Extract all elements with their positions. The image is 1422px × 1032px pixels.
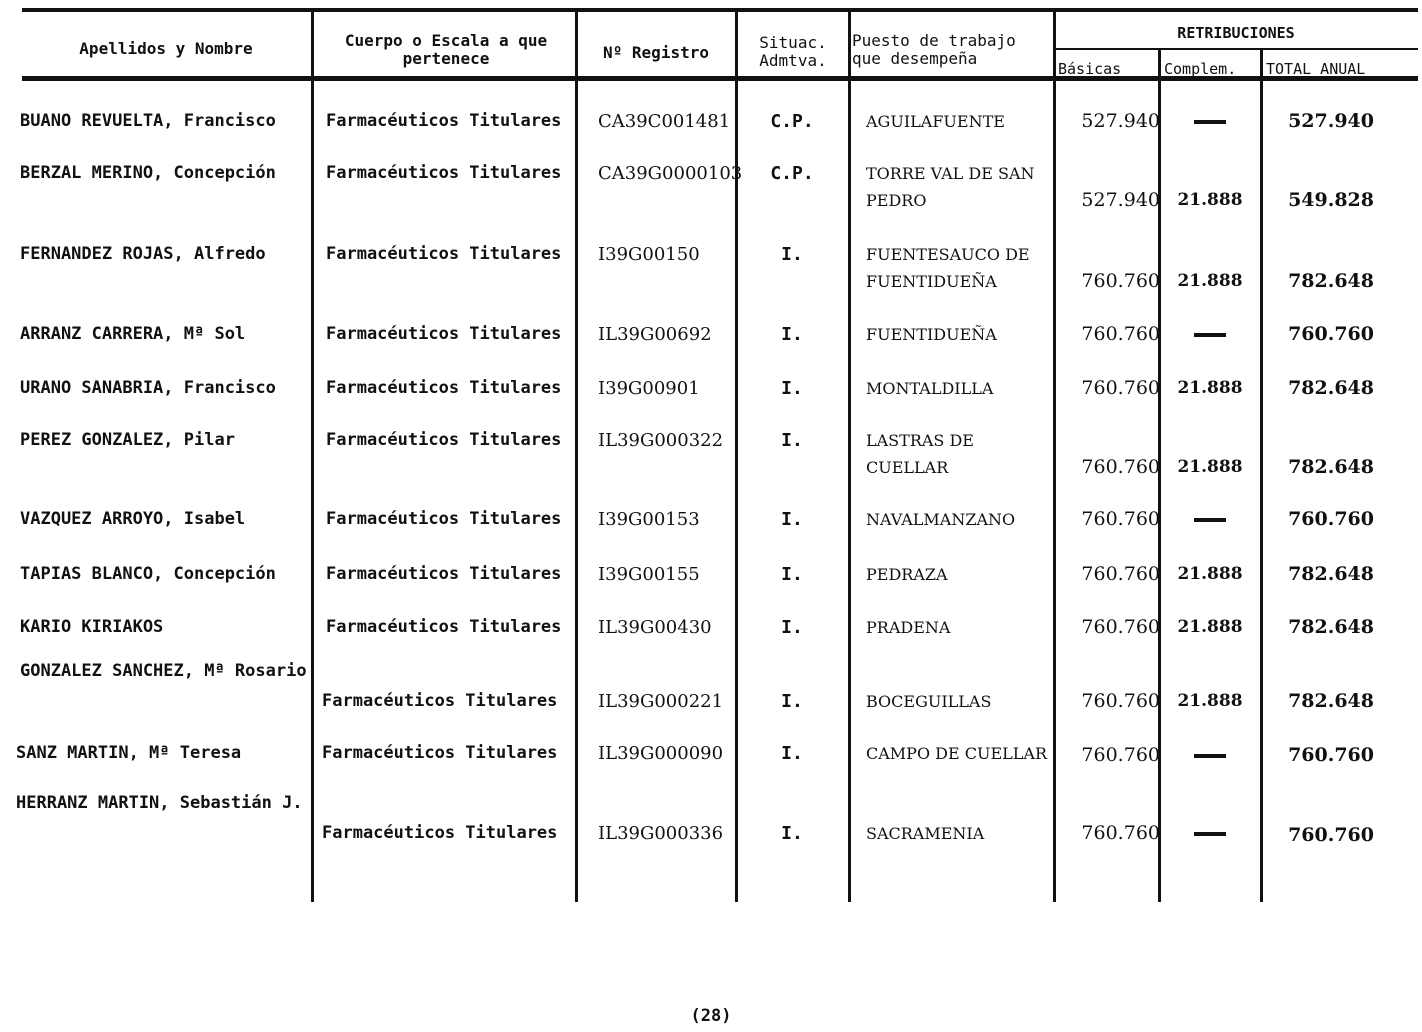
row-basicas: 760.760	[1081, 563, 1160, 585]
column-divider-7	[1260, 50, 1263, 902]
row-basicas: 760.760	[1081, 822, 1160, 844]
row-puesto: PRADENA	[866, 618, 951, 637]
row-situacion: I.	[781, 823, 803, 844]
column-divider-3	[735, 12, 738, 902]
row-puesto: CAMPO DE CUELLAR	[866, 744, 1047, 763]
row-total: 782.648	[1288, 377, 1374, 399]
header-complem: Complem.	[1164, 60, 1237, 78]
row-nombre: PEREZ GONZALEZ, Pilar	[20, 430, 235, 450]
row-situacion: I.	[781, 564, 803, 585]
retribuciones-rule	[1054, 48, 1418, 50]
row-complem: 21.888	[1177, 271, 1243, 291]
row-registro: I39G00150	[598, 244, 700, 265]
row-situacion: I.	[781, 430, 803, 451]
row-total: 782.648	[1288, 690, 1374, 712]
row-situacion: I.	[781, 743, 803, 764]
row-basicas: 760.760	[1081, 377, 1160, 399]
row-complem	[1162, 321, 1258, 348]
row-complem: 21.888	[1177, 564, 1243, 584]
dash-mark	[1194, 120, 1226, 124]
row-basicas: 760.760	[1081, 616, 1160, 638]
row-basicas: 760.760	[1081, 270, 1160, 292]
header-cuerpo: Cuerpo o Escala a que pertenece	[344, 31, 548, 68]
row-puesto: BOCEGUILLAS	[866, 692, 992, 711]
row-total: 782.648	[1288, 563, 1374, 585]
dash-mark	[1194, 754, 1226, 758]
dash-mark	[1194, 333, 1226, 337]
row-total: 760.760	[1288, 744, 1374, 766]
row-nombre: ARRANZ CARRERA, Mª Sol	[20, 324, 246, 344]
row-complem: 21.888	[1177, 190, 1243, 210]
header-puesto: Puesto de trabajo que desempeña	[852, 31, 1016, 68]
row-situacion: I.	[781, 691, 803, 712]
row-basicas: 527.940	[1081, 189, 1160, 211]
row-nombre: BUANO REVUELTA, Francisco	[20, 111, 276, 131]
row-situacion: I.	[781, 509, 803, 530]
row-puesto: TORRE VAL DE SAN PEDRO	[866, 164, 1035, 210]
row-total: 782.648	[1288, 456, 1374, 478]
row-complem: 21.888	[1177, 378, 1243, 398]
row-puesto: AGUILAFUENTE	[866, 112, 1005, 131]
row-complem	[1162, 742, 1258, 769]
row-situacion: I.	[781, 244, 803, 265]
row-cuerpo: Farmacéuticos Titulares	[322, 691, 558, 711]
header-nombre: Apellidos y Nombre	[79, 39, 253, 58]
row-complem	[1162, 108, 1258, 135]
row-complem: 21.888	[1177, 691, 1243, 711]
row-situacion: I.	[781, 617, 803, 638]
row-total: 527.940	[1288, 110, 1374, 132]
row-puesto: FUENTESAUCO DE FUENTIDUEÑA	[866, 245, 1030, 291]
row-total: 760.760	[1288, 323, 1374, 345]
row-cuerpo: Farmacéuticos Titulares	[326, 244, 562, 264]
row-registro: IL39G000221	[598, 691, 724, 712]
row-nombre: GONZALEZ SANCHEZ, Mª Rosario	[20, 661, 307, 681]
dash-mark	[1194, 832, 1226, 836]
row-puesto: PEDRAZA	[866, 565, 948, 584]
row-basicas: 760.760	[1081, 456, 1160, 478]
row-cuerpo: Farmacéuticos Titulares	[322, 743, 558, 763]
row-basicas: 527.940	[1081, 110, 1160, 132]
row-cuerpo: Farmacéuticos Titulares	[326, 378, 562, 398]
row-puesto: SACRAMENIA	[866, 824, 985, 843]
row-basicas: 760.760	[1081, 508, 1160, 530]
row-registro: CA39C001481	[598, 111, 731, 132]
row-registro: I39G00153	[598, 509, 700, 530]
row-registro: IL39G00430	[598, 617, 712, 638]
row-nombre: FERNANDEZ ROJAS, Alfredo	[20, 244, 266, 264]
row-total: 760.760	[1288, 824, 1374, 846]
row-situacion: C.P.	[770, 163, 814, 184]
row-registro: CA39G0000103	[598, 163, 743, 184]
column-divider-2	[575, 12, 578, 902]
row-cuerpo: Farmacéuticos Titulares	[326, 324, 562, 344]
row-puesto: MONTALDILLA	[866, 379, 994, 398]
row-registro: IL39G000322	[598, 430, 724, 451]
row-cuerpo: Farmacéuticos Titulares	[326, 163, 562, 183]
row-registro: IL39G000336	[598, 823, 724, 844]
header-retribuciones: RETRIBUCIONES	[1177, 24, 1295, 42]
row-registro: I39G00155	[598, 564, 700, 585]
row-cuerpo: Farmacéuticos Titulares	[326, 617, 562, 637]
row-puesto: NAVALMANZANO	[866, 510, 1016, 529]
row-basicas: 760.760	[1081, 690, 1160, 712]
row-cuerpo: Farmacéuticos Titulares	[326, 564, 562, 584]
row-cuerpo: Farmacéuticos Titulares	[326, 430, 562, 450]
row-complem: 21.888	[1177, 457, 1243, 477]
row-situacion: I.	[781, 378, 803, 399]
header-basicas: Básicas	[1058, 60, 1122, 78]
row-nombre: HERRANZ MARTIN, Sebastián J.	[16, 793, 303, 813]
row-cuerpo: Farmacéuticos Titulares	[326, 509, 562, 529]
row-complem	[1162, 506, 1258, 533]
header-situacion: Situac. Admtva.	[759, 33, 827, 70]
row-nombre: VAZQUEZ ARROYO, Isabel	[20, 509, 246, 529]
row-total: 549.828	[1288, 189, 1374, 211]
top-rule	[22, 8, 1418, 12]
row-basicas: 760.760	[1081, 323, 1160, 345]
row-situacion: C.P.	[770, 111, 814, 132]
row-registro: I39G00901	[598, 378, 700, 399]
row-nombre: URANO SANABRIA, Francisco	[20, 378, 276, 398]
row-registro: IL39G00692	[598, 324, 712, 345]
row-nombre: SANZ MARTIN, Mª Teresa	[16, 743, 242, 763]
column-divider-5	[1053, 12, 1056, 902]
row-puesto: LASTRAS DE CUELLAR	[866, 431, 974, 477]
row-total: 782.648	[1288, 270, 1374, 292]
row-nombre: BERZAL MERINO, Concepción	[20, 163, 276, 183]
row-complem: 21.888	[1177, 617, 1243, 637]
column-divider-1	[311, 12, 314, 902]
row-total: 760.760	[1288, 508, 1374, 530]
row-nombre: TAPIAS BLANCO, Concepción	[20, 564, 276, 584]
header-total: TOTAL ANUAL	[1266, 60, 1366, 78]
page-number: (28)	[690, 1006, 732, 1026]
row-registro: IL39G000090	[598, 743, 724, 764]
row-complem	[1162, 820, 1258, 847]
row-cuerpo: Farmacéuticos Titulares	[322, 823, 558, 843]
row-cuerpo: Farmacéuticos Titulares	[326, 111, 562, 131]
row-nombre: KARIO KIRIAKOS	[20, 617, 164, 637]
row-total: 782.648	[1288, 616, 1374, 638]
row-situacion: I.	[781, 324, 803, 345]
row-puesto: FUENTIDUEÑA	[866, 325, 997, 344]
dash-mark	[1194, 518, 1226, 522]
row-basicas: 760.760	[1081, 744, 1160, 766]
column-divider-4	[848, 12, 851, 902]
header-registro: Nº Registro	[603, 43, 709, 62]
